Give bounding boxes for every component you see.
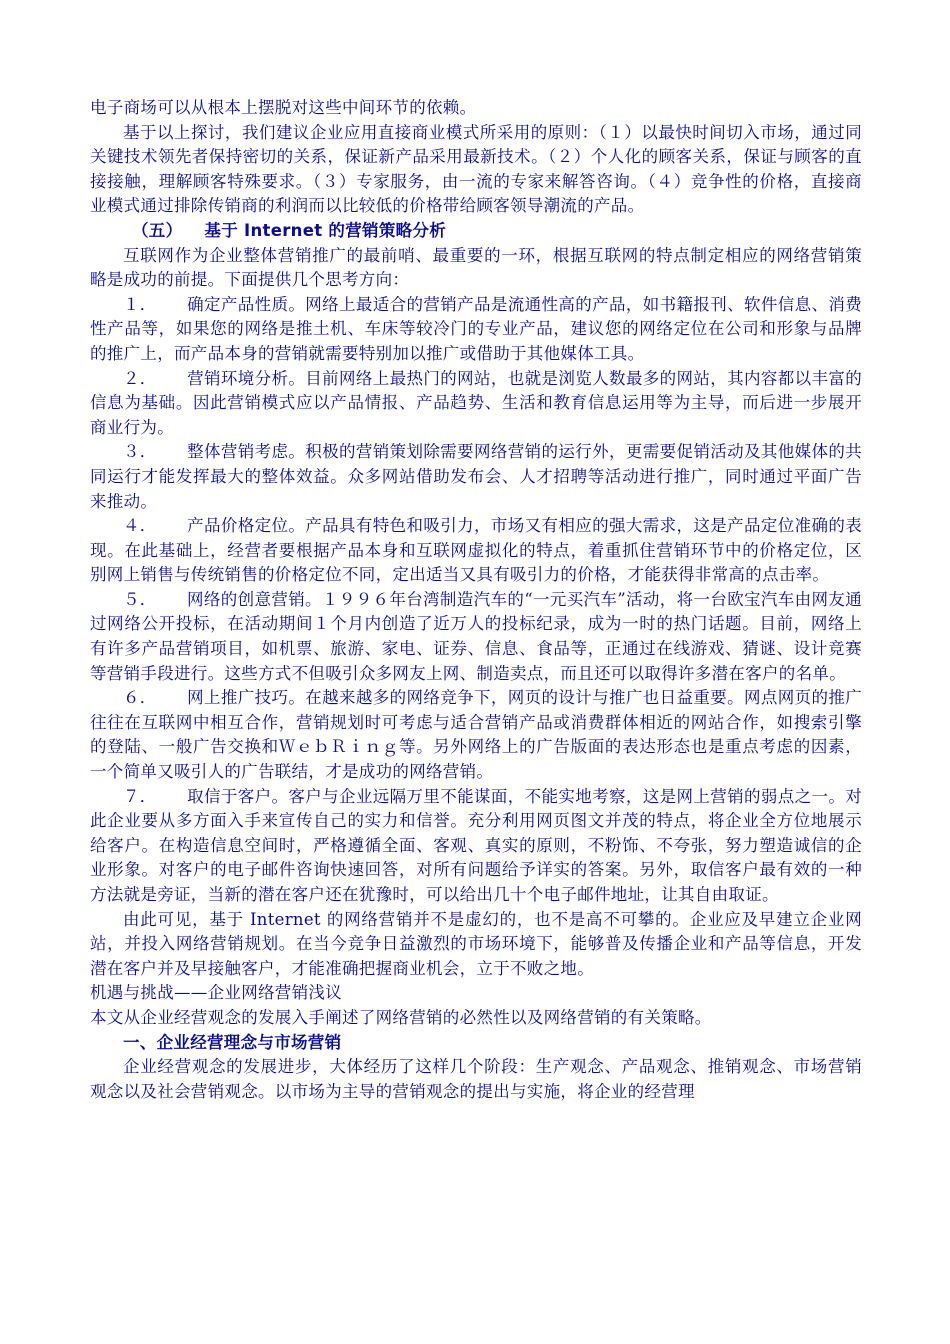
section-heading-5 xyxy=(90,219,862,244)
list-number: ６． xyxy=(123,688,157,708)
section-heading-1: 一、企业经营理念与市场营销 xyxy=(123,1032,342,1052)
paragraph-principles: 基于以上探讨，我们建议企业应用直接商业模式所采用的原则：（１）以最快时间切入市场，通过同关键技术领先者保持密切的关系，保证新产品采用最新技术。（２）个人化的顾客关系，保证与顾客的直接接触，理解顾客特殊要求。（３）专家服务，由一流的专家来解答咨询。（４）竞争性的价格，直接商业模式通过排除传销商的利润而以比较低的价格带给顾客领导潮流的产品。 xyxy=(90,122,862,216)
article-abstract: 本文从企业经营观念的发展入手阐述了网络营销的必然性以及网络营销的有关策略。 xyxy=(90,1007,712,1027)
section-heading-text: 基于 Internet 的营销策略分析 xyxy=(204,220,447,240)
list-text: 营销环境分析。目前网络上最热门的网站，也就是浏览人数最多的网站，其内容都以丰富的信息为基础。因此营销模式应以产品情报、产品趋势、生活和教育信息运用等为主导，而后进一步展开商业行为。 xyxy=(90,368,862,437)
list-item-6 xyxy=(90,686,862,784)
list-item-4 xyxy=(90,514,862,588)
list-number: ３． xyxy=(123,442,157,462)
paragraph-business-concepts: 企业经营观念的发展进步，大体经历了这样几个阶段：生产观念、产品观念、推销观念、市场营销观念以及社会营销观念。以市场为主导的营销观念的提出与实施，将企业的经营理 xyxy=(90,1057,862,1101)
list-text: 整体营销考虑。积极的营销策划除需要网络营销的运行外，更需要促销活动及其他媒体的共同运行才能发挥最大的整体效益。众多网站借助发布会、人才招聘等活动进行推广，同时通过平面广告来推动。 xyxy=(90,442,862,511)
list-number: ４． xyxy=(123,516,157,536)
list-item-3 xyxy=(90,440,862,514)
list-text: 产品价格定位。产品具有特色和吸引力，市场又有相应的强大需求，这是产品定位准确的表现。在此基础上，经营者要根据产品本身和互联网虚拟化的特点，着重抓住营销环节中的价格定位，区别网上销售与传统销售的价格定位不同，定出适当又具有吸引力的价格，才能获得非常高的点击率。 xyxy=(90,516,862,585)
paragraph-continuation: 电子商场可以从根本上摆脱对这些中间环节的依赖。 xyxy=(90,98,477,117)
list-number: ５． xyxy=(123,589,157,609)
list-text: 网络的创意营销。１９９６年台湾制造汽车的“一元买汽车”活动，将一台欧宝汽车由网友通过网络公开投标，在活动期间１个月内创造了近万人的投标纪录，成为一时的热门话题。目前，网络上有许多产品营销项目，如机票、旅游、家电、证券、信息、食品等，正通过在线游戏、猜谜、设计竞赛等营销手段进行。这些方式不但吸引众多网友上网、制造卖点，而且还可以取得许多潜在客户的名单。 xyxy=(90,589,862,683)
list-number: ２． xyxy=(123,368,157,388)
list-item-5 xyxy=(90,588,862,686)
list-item-2 xyxy=(90,367,862,441)
paragraph-intro: 互联网作为企业整体营销推广的最前哨、最重要的一环，根据互联网的特点制定相应的网络营销策略是成功的前提。下面提供几个思考方向： xyxy=(90,245,862,290)
list-text: 网上推广技巧。在越来越多的网络竞争下，网页的设计与推广也日益重要。网点网页的推广往往在互联网中相互合作，营销规划时可考虑与适合营销产品或消费群体相近的网站合作，如搜索引擎的登陆、一般广告交换和ＷｅｂＲｉｎｇ等。另外网络上的广告版面的表达形态也是重点考虑的因素，一个简单又吸引人的广告联结，才是成功的网络营销。 xyxy=(90,688,862,782)
list-number: ７． xyxy=(123,786,157,806)
list-item-1 xyxy=(90,293,862,367)
list-text: 确定产品性质。网络上最适合的营销产品是流通性高的产品，如书籍报刊、软件信息、消费性产品等，如果您的网络是推土机、车床等较冷门的专业产品，建议您的网络定位在公司和形象与品牌的推广上，而产品本身的营销就需要特别加以推广或借助于其他媒体工具。 xyxy=(90,294,862,363)
paragraph-conclusion: 由此可见，基于 Internet 的网络营销并不是虚幻的，也不是高不可攀的。企业应及早建立企业网站，并投入网络营销规划。在当今竞争日益激烈的市场环境下，能够普及传播企业和产品等信息，开发潜在客户并及早接触客户，才能准确把握商业机会，立于不败之地。 xyxy=(90,909,862,978)
section-heading-label: （五） xyxy=(132,220,183,240)
list-item-7 xyxy=(90,785,862,908)
article-title: 机遇与挑战——企业网络营销浅议 xyxy=(90,983,342,1003)
list-text: 取信于客户。客户与企业远隔万里不能谋面，不能实地考察，这是网上营销的弱点之一。对此企业要从多方面入手来宣传自己的实力和信誉。充分利用网页图文并茂的特点，将企业全方位地展示给客户。在构造信息空间时，严格遵循全面、客观、真实的原则，不粉饰、不夸张，努力塑造诚信的企业形象。对客户的电子邮件咨询快速回答，对所有问题给予详实的答案。另外，取信客户最有效的一种方法就是旁证，当新的潜在客户还在犹豫时，可以给出几十个电子邮件地址，让其自由取证。 xyxy=(90,786,862,904)
list-number: １． xyxy=(123,294,157,314)
document-body xyxy=(90,96,862,1104)
